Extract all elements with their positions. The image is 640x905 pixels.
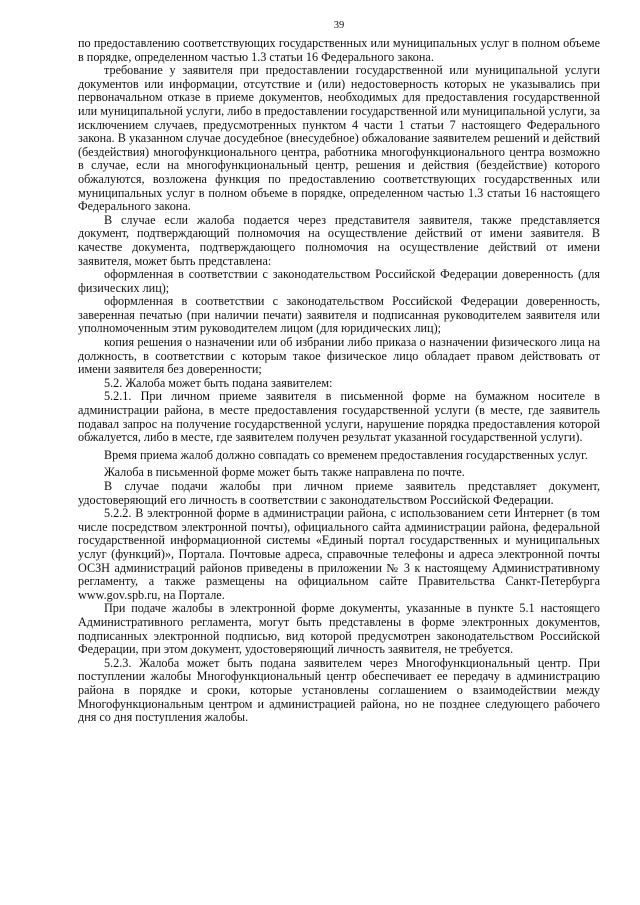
paragraph: требование у заявителя при предоставлении государственной или муниципальной услуги документов или информации, отсутствие и (или) недостоверность которых не указывались при первоначальном отказе в приеме документов, необходимых для предоставления государственной или муниципальной услуги, либо в предоставлении государственной или муниципальной услуги, за исключением случаев, предусмотренных пунктом 4 части 1 статьи 7 настоящего Федерального закона. В указанном случае досудебное (внесудебное) обжалование заявителем решений и действий (бездействия) многофункционального центра, работника многофункционального центра возможно в случае, если на многофункциональный центр, решения и действия (бездействие) которого обжалуются, возложена функция по предоставлению соответствующих государственных или муниципальных услуг в полном объеме в порядке, определенном частью 1.3 статьи 16 настоящего Федерального закона. [78,63,600,214]
paragraph: При подаче жалобы в электронной форме документы, указанные в пункте 5.1 настоящего Административного регламента, могут быть представлены в форме электронных документов, подписанных электронной подписью, вид которой предусмотрен законодательством Российской Федерации, при этом документ, удостоверяющий личность заявителя, не требуется. [78,601,600,657]
paragraph: 5.2.3. Жалоба может быть подана заявителем через Многофункциональный центр. При поступлении жалобы Многофункциональный центр обеспечивает ее передачу в администрацию района в порядке и сроки, которые установлены соглашением о взаимодействии между Многофункциональным центром и администрацией района, но не позднее следующего рабочего дня со дня поступления жалобы. [78,655,600,725]
paragraph: Время приема жалоб должно совпадать со временем предоставления государственных услуг. [104,447,588,462]
paragraph: В случае если жалоба подается через представителя заявителя, также представляется документ, подтверждающий полномочия на осуществление действий от имени заявителя. В качестве документа, подтверждающего полномочия на осуществление действий от имени заявителя, может быть представлена: [78,212,600,268]
paragraph: В случае подачи жалобы при личном приеме заявитель представляет документ, удостоверяющий его личность в соответствии с законодательством Российской Федерации. [78,479,600,507]
paragraph: 5.2.1. При личном приеме заявителя в письменной форме на бумажном носителе в администрации района, в месте предоставления государственной услуги (в месте, где заявитель подавал запрос на получение государственной услуги, нарушение порядка предоставления которой обжалуется, либо в месте, где заявителем получен результат указанной государственной услуги). [78,389,600,445]
paragraph: 5.2. Жалоба может быть подана заявителем: [104,375,333,390]
paragraph: копия решения о назначении или об избрании либо приказа о назначении физического лица на должность, в соответствии с которым такое физическое лицо обладает правом действовать от имени заявителя без доверенности; [78,335,600,377]
paragraph: по предоставлению соответствующих государственных или муниципальных услуг в полном объеме в порядке, определенном частью 1.3 статьи 16 Федерального закона. [78,36,600,64]
page-number: 39 [333,20,345,31]
paragraph: оформленная в соответствии с законодательством Российской Федерации доверенность, заверенная печатью (при наличии печати) заявителя и подписанная руководителем заявителя или уполномоченным этим руководителем лицом (для юридических лиц); [78,294,600,336]
document-body [78,37,600,725]
paragraph: оформленная в соответствии с законодательством Российской Федерации доверенность (для физических лиц); [78,267,600,295]
paragraph: 5.2.2. В электронной форме в администрации района, с использованием сети Интернет (в том числе посредством электронной почты), официального сайта администрации района, федеральной государственной информационной системы «Единый портал государственных и муниципальных услуг (функций)», Портала. Почтовые адреса, справочные телефоны и адреса электронной почты ОСЗН администраций районов приведены в приложении № 3 к настоящему Административному регламенту, а также размещены на официальном сайте Правительства Санкт-Петербурга www.gov.spb.ru, на Портале. [78,506,600,602]
paragraph: Жалоба в письменной форме может быть также направлена по почте. [104,465,465,480]
